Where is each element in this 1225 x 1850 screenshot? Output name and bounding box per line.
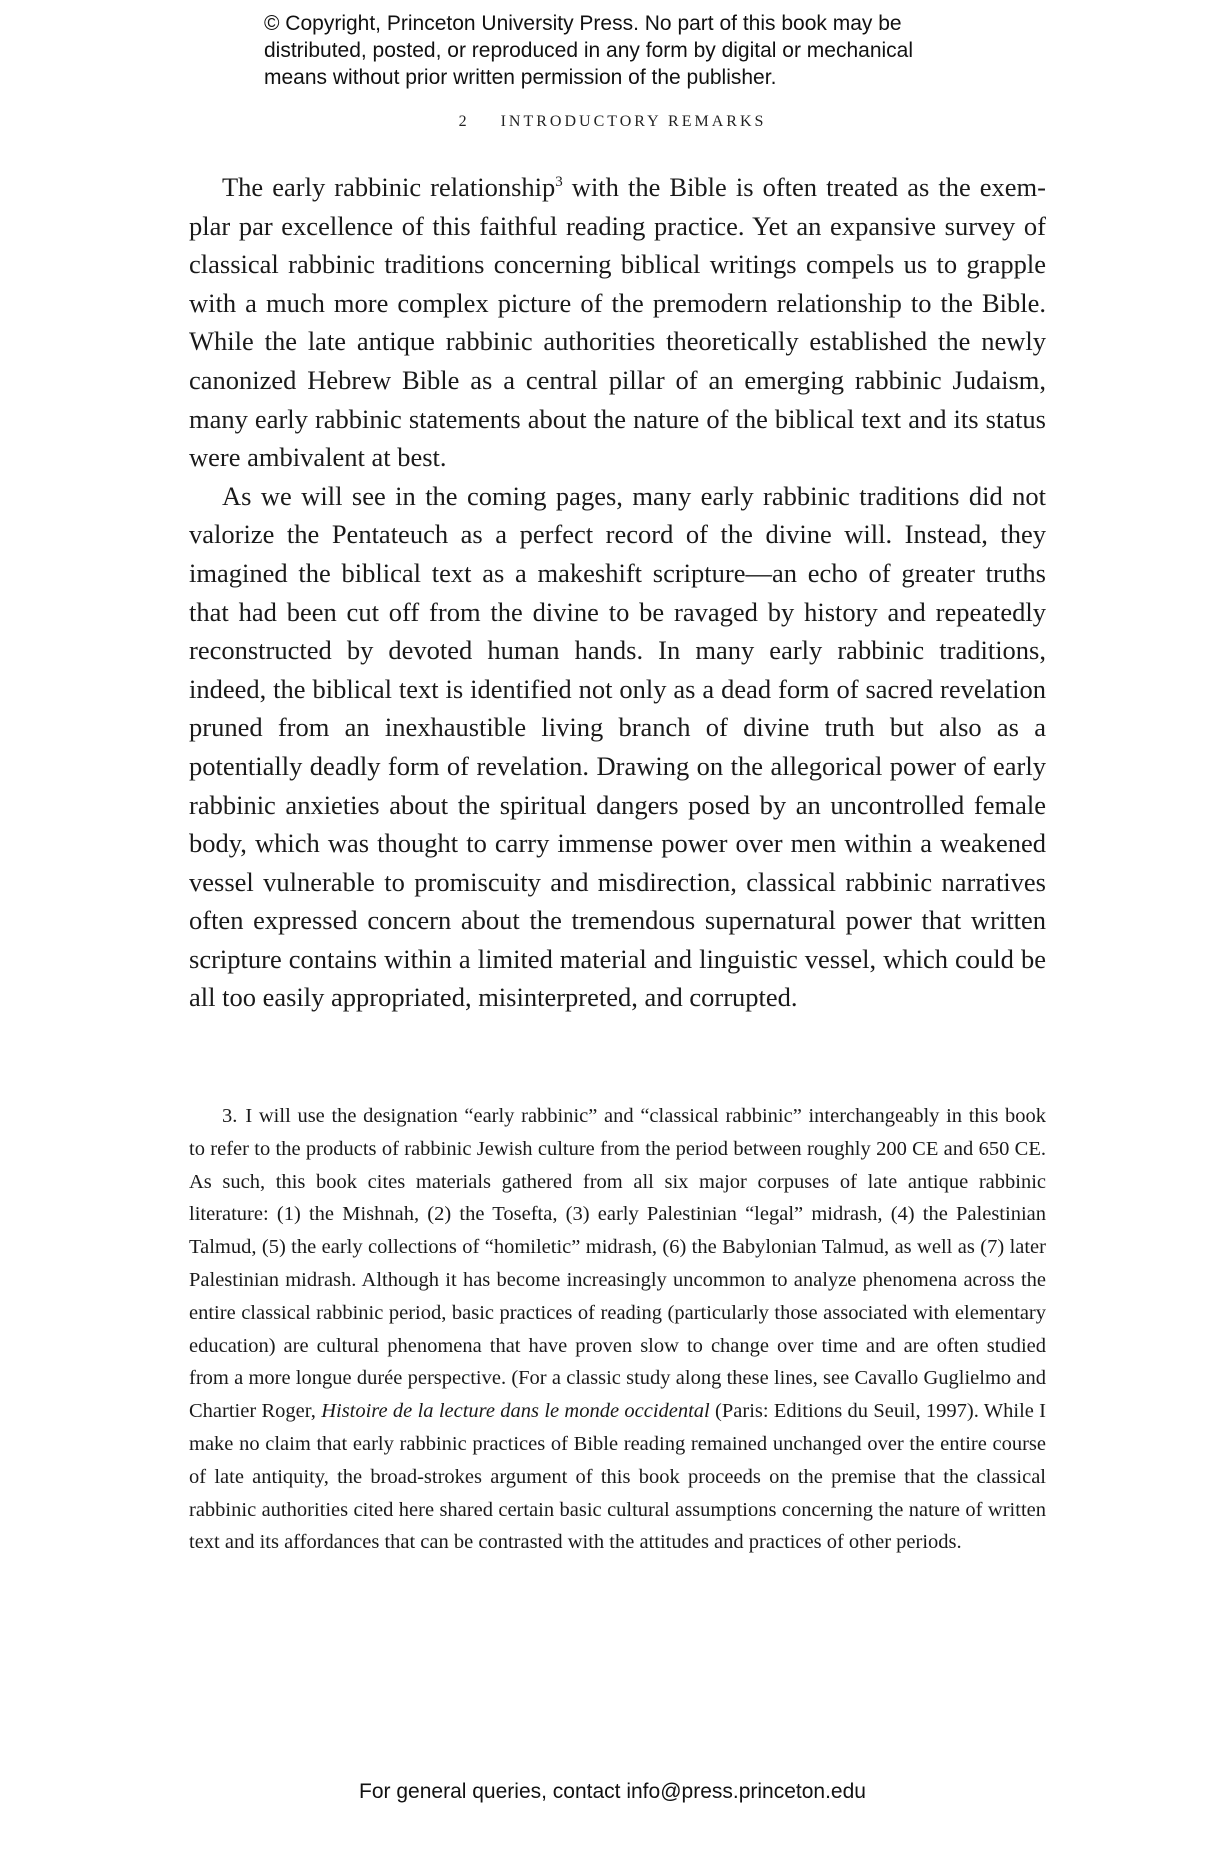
main-text [189, 168, 1046, 1017]
footnotes [189, 1100, 1046, 1559]
footnote-number: 3. [222, 1105, 238, 1127]
footnote-reference[interactable]: 3 [555, 174, 563, 190]
copyright-notice [264, 10, 984, 91]
paragraph-1-rest: with the Bible is often treated as the exemplar par excellence of this faithful reading practice. Yet an expansive survey of classical rabbinic traditions concerning biblical writings compels us to grapple with a much more complex picture of the premodern relationship to the Bible. While the late antique rabbinic authorities theoretically established the newly canonized Hebrew Bible as a central pillar of an emerging rabbinic Judaism, many early rabbinic statements about the nature of the biblical text and its status were ambivalent at best. [189, 172, 1046, 473]
paragraph-1-start: The early rabbinic relationship [222, 172, 556, 202]
copyright-line-1: © Copyright, Princeton University Press. No part of this book may be [264, 12, 902, 35]
footer-contact: For general queries, contact info@press.princeton.edu [359, 1780, 866, 1803]
copyright-line-3: means without prior written permission of the publisher. [264, 66, 777, 89]
paragraph-2: As we will see in the coming pages, many early rabbinic traditions did not valorize the Pentateuch as a perfect record of the divine will. Instead, they imagined the biblical text as a makeshift scripture—an echo of greater truths that had been cut off from the divine to be ravaged by history and repeatedly reconstructed by devoted human hands. In many early rabbinic traditions, indeed, the biblical text is identified not only as a dead form of sacred revelation pruned from an inexhaustible living branch of divine truth but also as a potentially deadly form of revelation. Drawing on the allegorical power of early rabbinic anxieties about the spiritual dangers posed by an uncontrolled female body, which was thought to carry immense power over men within a weakened vessel vulnerable to promiscuity and misdirection, classical rabbinic narratives often expressed concern about the tremendous supernatural power that written scripture contains within a limited material and linguistic vessel, which could be all too easily appropriated, misinterpreted, and corrupted. [189, 480, 1046, 1013]
footnote-book-title: Histoire de la lecture dans le monde occidental [321, 1400, 710, 1423]
footnote-text-end: (Paris: Editions du Seuil, 1997). While I make no claim that early rabbinic practices of Bible reading remained unchanged over the entire course of late antiquity, the broad-strokes argument of this book proceeds on the premise that the classical rabbinic authorities cited here shared certain basic cultural assumptions concerning the nature of written text and its affordances that can be contrasted with the attitudes and practices of other periods. [189, 1400, 1046, 1554]
paragraph-1 [189, 168, 1046, 477]
footnote-text-start: I will use the designation “early rabbinic” and “classical rabbinic” interchangeably in this book to refer to the products of rabbinic Jewish culture from the period between roughly 200 CE and 650 CE. As such, this book cites materials gathered from all six major corpuses of late antique rabbinic literature: (1) the Mishnah, (2) the Tosefta, (3) early Palestinian “legal” midrash, (4) the Palestinian Talmud, (5) the early collections of “homiletic” midrash, (6) the Babylonian Talmud, as well as (7) later Palestinian midrash. Although it has become increasingly uncommon to analyze phenomena across the entire classical rabbinic period, basic practices of reading (particularly those associated with elementary education) are cultural phenomena that have proven slow to change over time and are often studied from a more longue durée perspective. (For a classic study along these lines, see Cavallo Guglielmo and Chartier Roger, [189, 1105, 1046, 1423]
copyright-line-2: distributed, posted, or reproduced in any form by digital or mechanical [264, 39, 914, 62]
running-head [0, 113, 1225, 131]
footnote-3 [189, 1100, 1046, 1559]
running-head-title: INTRODUCTORY REMARKS [500, 113, 767, 130]
page-number: 2 [458, 113, 470, 130]
